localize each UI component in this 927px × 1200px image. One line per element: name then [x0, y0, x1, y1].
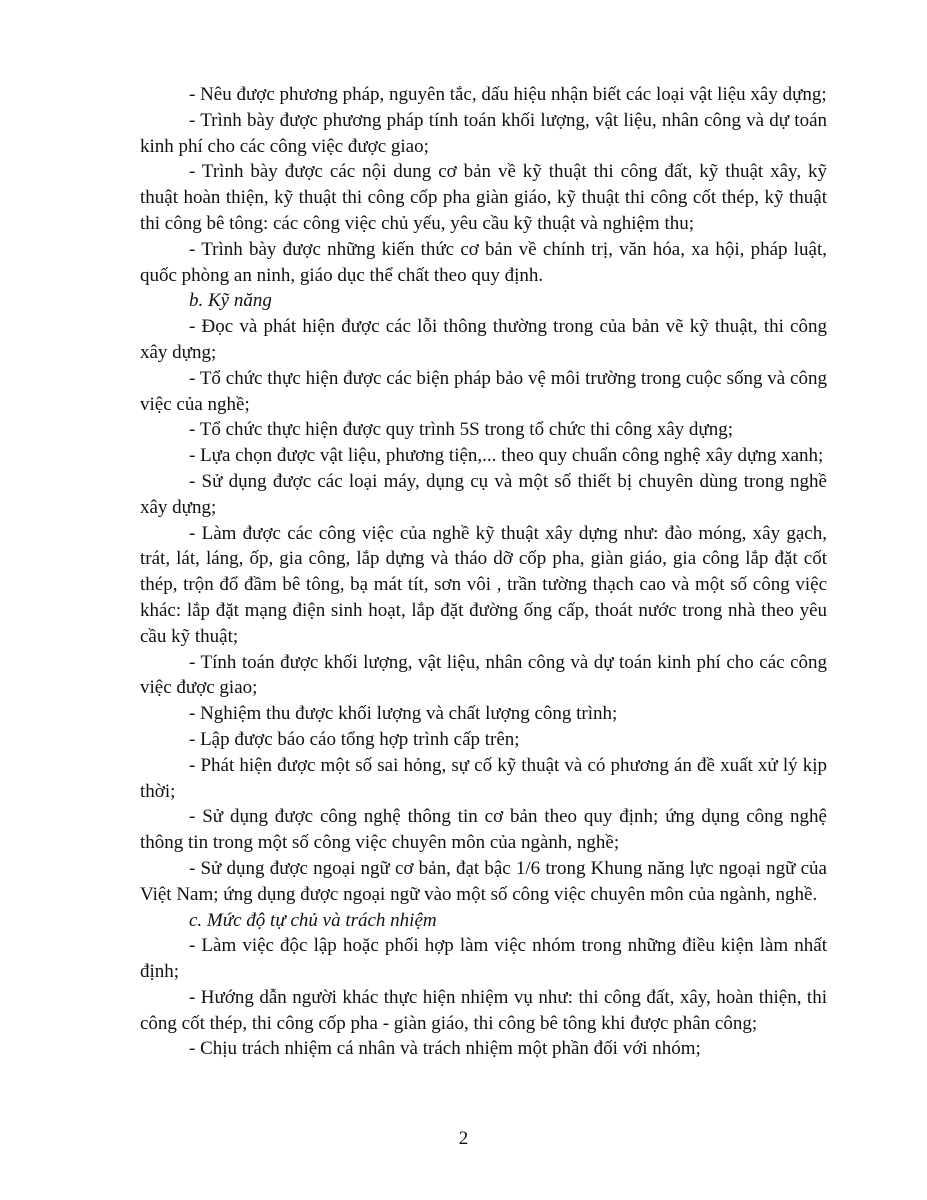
skill-item: - Tính toán được khối lượng, vật liệu, nhân công và dự toán kinh phí cho các công việc được giao;: [140, 651, 827, 699]
skills-heading: b. Kỹ năng: [189, 290, 272, 312]
skill-item: - Sử dụng được công nghệ thông tin cơ bản theo quy định; ứng dụng công nghệ thông tin trong một số công việc chuyên môn của ngành, nghề;: [140, 806, 827, 854]
skill-item: - Tổ chức thực hiện được các biện pháp bảo vệ môi trường trong cuộc sống và công việc của nghề;: [140, 367, 827, 415]
page-number: 2: [458, 1128, 469, 1149]
skill-item: - Tổ chức thực hiện được quy trình 5S trong tổ chức thi công xây dựng;: [189, 419, 734, 441]
skill-item: - Lập được báo cáo tổng hợp trình cấp trên;: [189, 728, 520, 750]
autonomy-heading: c. Mức độ tự chủ và trách nhiệm: [189, 909, 437, 931]
skill-item: - Phát hiện được một số sai hỏng, sự cố kỹ thuật và có phương án đề xuất xử lý kịp thời;: [140, 754, 827, 802]
skill-item: - Lựa chọn được vật liệu, phương tiện,... theo quy chuẩn công nghệ xây dựng xanh;: [189, 445, 824, 467]
autonomy-item: - Chịu trách nhiệm cá nhân và trách nhiệm một phần đối với nhóm;: [189, 1038, 701, 1060]
skill-item: - Nghiệm thu được khối lượng và chất lượng công trình;: [189, 703, 618, 725]
skill-item: - Đọc và phát hiện được các lỗi thông thường trong của bản vẽ kỹ thuật, thi công xây dựng;: [140, 316, 827, 363]
knowledge-item: - Trình bày được những kiến thức cơ bản về chính trị, văn hóa, xa hội, pháp luật, quốc phòng an ninh, giáo dục thể chất theo quy định.: [140, 238, 827, 286]
knowledge-item: - Trình bày được các nội dung cơ bản về kỹ thuật thi công đất, kỹ thuật xây, kỹ thuật hoàn thiện, kỹ thuật thi công cốp pha giàn giáo, kỹ thuật thi công cốt thép, kỹ thuật thi công bê tông: các công việc chủ yếu, yêu cầu kỹ thuật và nghiệm thu;: [140, 161, 827, 234]
autonomy-item: - Hướng dẫn người khác thực hiện nhiệm vụ như: thi công đất, xây, hoàn thiện, thi công cốt thép, thi công cốp pha - giàn giáo, thi công bê tông khi được phân công;: [140, 986, 827, 1034]
autonomy-item: - Làm việc độc lập hoặc phối hợp làm việc nhóm trong những điều kiện làm nhất định;: [140, 935, 827, 983]
knowledge-item: - Trình bày được phương pháp tính toán khối lượng, vật liệu, nhân công và dự toán kinh phí cho các công việc được giao;: [140, 109, 827, 157]
skill-item: - Sử dụng được ngoại ngữ cơ bản, đạt bậc 1/6 trong Khung năng lực ngoại ngữ của Việt Nam; ứng dụng được ngoại ngữ vào một số công việc chuyên môn của ngành, nghề.: [140, 857, 827, 905]
knowledge-item: - Nêu được phương pháp, nguyên tắc, dấu hiệu nhận biết các loại vật liệu xây dựng;: [189, 84, 827, 105]
skill-item: - Sử dụng được các loại máy, dụng cụ và một số thiết bị chuyên dùng trong nghề xây dựng;: [140, 470, 827, 518]
skill-item: - Làm được các công việc của nghề kỹ thuật xây dựng như: đào móng, xây gạch, trát, lát, láng, ốp, gia công, lắp dựng và tháo dỡ cốp pha, giàn giáo, gia công lắp đặt cốt thép, trộn đổ đầm bê tông, bạ mát tít, sơn vôi , trần tường thạch cao và một số công việc khác: lắp đặt mạng điện sinh hoạt, lắp đặt đường ống cấp, thoát nước trong nhà theo yêu cầu kỹ thuật;: [140, 522, 827, 647]
document-body: [140, 82, 827, 1062]
